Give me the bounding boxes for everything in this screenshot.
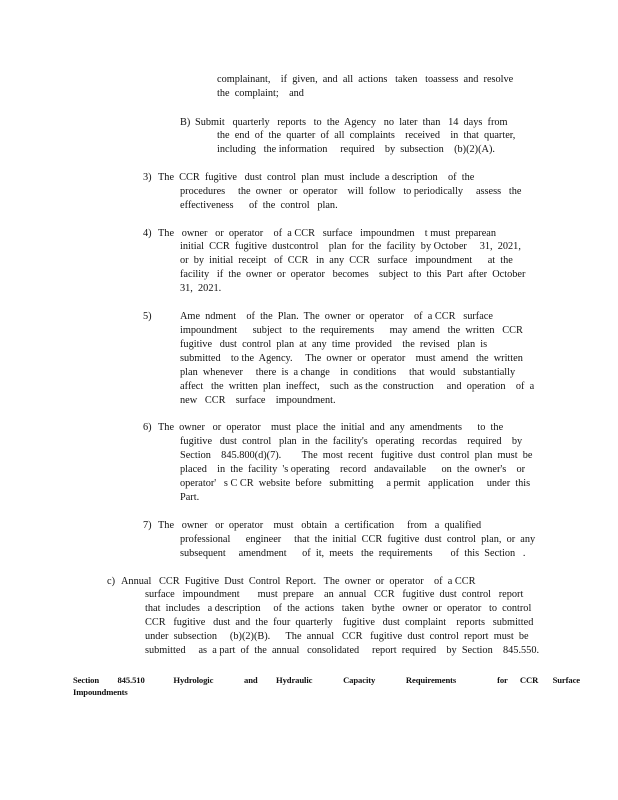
text-line: The owner or operator of a CCR surface impoundmen t must preparean (158, 228, 496, 239)
text-line: or by initial receipt of CCR in any CCR surface impoundment at the (180, 255, 513, 266)
section-heading-cont: Impoundments (73, 687, 128, 697)
text-line: including the information required by subsection (b)(2)(A). (217, 144, 495, 155)
text-line: placed in the facility 's operating record andavailable on the owner's or (180, 464, 526, 475)
text-line: new CCR surface impoundment. (180, 395, 336, 406)
text-line: surface impoundment must prepare an annual CCR fugitive dust control report (145, 589, 524, 600)
text-line: Section 845.800(d)(7). The most recent fugitive dust control plan must be (180, 450, 533, 461)
text-line: The owner or operator must obtain a certification from a qualified (158, 520, 482, 531)
text-line: the complaint; and (217, 88, 304, 99)
item-label-c: c) (107, 576, 115, 587)
item-label-4: 4) (143, 228, 152, 239)
text-line: initial CCR fugitive dustcontrol plan for the facility by October 31, 2021, (180, 241, 521, 252)
text-line: submitted as a part of the annual consolidated report required by Section 845.550. (145, 645, 540, 656)
text-line: The CCR fugitive dust control plan must include a description of the (158, 172, 475, 183)
text-line: submitted to the Agency. The owner or operator must amend the written (180, 353, 523, 364)
text-line: affect the written plan ineffect, such as the construction and operation of a (180, 381, 535, 392)
text-line: Submit quarterly reports to the Agency no later than 14 days from (195, 117, 508, 128)
text-line: facility if the owner or operator becomes subject to this Part after October (180, 269, 526, 280)
text-line: procedures the owner or operator will follow to periodically assess the (180, 186, 522, 197)
item-label-6: 6) (143, 422, 152, 433)
text-line: Part. (180, 492, 200, 503)
item-label-5: 5) (143, 311, 152, 322)
item-label-7: 7) (143, 520, 152, 531)
section-heading: Section 845.510 Hydrologic and Hydraulic Capacity Requirements for CCR Surface (73, 675, 581, 685)
text-line: Ame ndment of the Plan. The owner or operator of a CCR surface (180, 311, 493, 322)
text-line: fugitive dust control plan at any time provided the revised plan is (180, 339, 488, 350)
text-line: impoundment subject to the requirements may amend the written CCR (180, 325, 523, 336)
text-line: complainant, if given, and all actions taken toassess and resolve (217, 74, 514, 85)
text-line: 31, 2021. (180, 283, 222, 294)
text-line: subsequent amendment of it, meets the requirements of this Section . (180, 548, 526, 559)
text-line: The owner or operator must place the initial and any amendments to the (158, 422, 504, 433)
text-line: professional engineer that the initial CCR fugitive dust control plan, or any (180, 534, 536, 545)
item-label-3: 3) (143, 172, 152, 183)
text-line: operator' s C CR website before submitting a permit application under this (180, 478, 531, 489)
text-line: Annual CCR Fugitive Dust Control Report. The owner or operator of a CCR (121, 576, 476, 587)
text-line: effectiveness of the control plan. (180, 200, 338, 211)
text-line: under subsection (b)(2)(B). The annual CCR fugitive dust control report must be (145, 631, 529, 642)
text-line: the end of the quarter of all complaints received in that quarter, (217, 130, 516, 141)
text-line: that includes a description of the actions taken bythe owner or operator to control (145, 603, 532, 614)
text-line: fugitive dust control plan in the facility's operating recordas required by (180, 436, 523, 447)
text-line: CCR fugitive dust and the four quarterly fugitive dust complaint reports submitted (145, 617, 534, 628)
item-label-b: B) (180, 117, 191, 128)
text-line: plan whenever there is a change in conditions that would substantially (180, 367, 516, 378)
